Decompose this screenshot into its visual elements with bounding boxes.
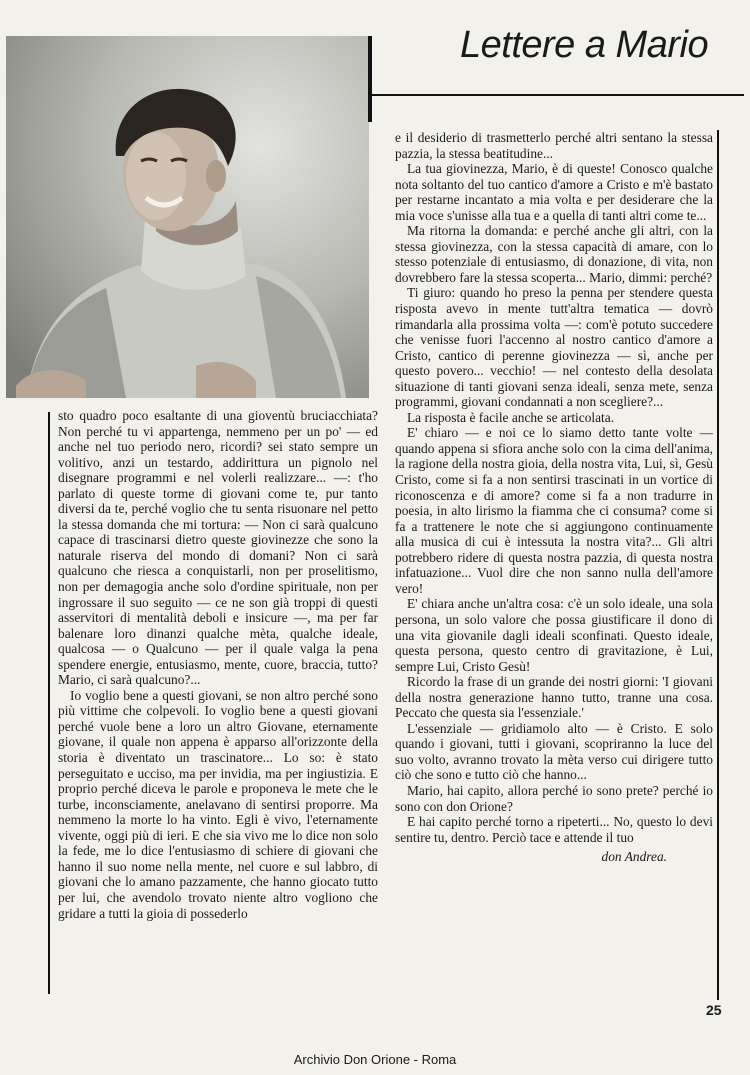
right-paragraph: E' chiaro — e noi ce lo siamo detto tante volte — quando appena si sfiora anche solo con la cima dell'anima, la ragione della nostra gioia, della nostra vita, Lui, sì, Gesù Cristo, come si fa a non sentirsi trascinati in un vortice di riconoscenza e di amore? come si fa a non tradurre in poesia, in alto lirismo la fiamma che ci consuma? come si fa a trattenere le note che si aggiungono continuamente alla musica di cui è intessuta la nostra vita?... Gli altri potrebbero ridere di questa nostra pazzia, di questa nostra infatuazione... Vuol dire che non sanno nulla dell'amore vero! [395, 425, 713, 596]
left-paragraph: Io voglio bene a questi giovani, se non altro perché sono più vittime che colpevoli. Io voglio bene a questi giovani perché vuole bene a loro un altro Giovane, eternamente giovane, il quale non appena è apparso all'orizzonte della storia è diventato un trascinatore... Lo so: è stato perseguitato e ucciso, ma per invidia, ma per ingiustizia. E proprio perché diceva le parole e proponeva le mete che le turbe, inconsciamente, anelavano di sentirsi proporre. Ma nemmeno la morte lo ha vinto. Egli è vivo, l'eternamente vivente, oggi più di ieri. E che sia vivo me lo dice non solo la fede, me lo dice l'entusiasmo di schiere di giovani che hanno il suo nome nella mente, nel cuore e sul labbro, di giovani che lo amano pazzamente, che hanno giocato tutto per lui, che avendolo trovato niente altro vogliono che gridare a tutti la gioia di possederlo [58, 687, 378, 921]
right-paragraph: La risposta è facile anche se articolata. [407, 409, 615, 425]
left-column-rule [48, 412, 50, 994]
right-paragraph: La tua giovinezza, Mario, è di queste! Conosco qualche nota soltanto del tuo cantico d'amore a Cristo e m'è bastato per restarne incantato a mia volta e per desiderare che la mia voce s'unisse alla tua e a quella di tanti altri come te... [395, 161, 713, 223]
right-paragraph: Ricordo la frase di un grande dei nostri giorni: 'I giovani della nostra generazione hanno tutto, tranne una cosa. Peccato che questa sia l'essenziale.' [395, 674, 713, 721]
header-horizontal-rule [372, 94, 744, 96]
page-title: Lettere a Mario [460, 24, 709, 66]
portrait-illustration [6, 36, 369, 398]
right-paragraph: e il desiderio di trasmetterlo perché altri sentano la stessa pazzia, la stessa beatitudine... [395, 130, 713, 161]
right-paragraph: Ti giuro: quando ho preso la penna per stendere questa risposta avevo in mente tutt'altra tematica — dovrò rimandarla alla prossima volta —: com'è potuto succedere che venisse fuori l'accenno al nostro cantico d'amore a Cristo, cantico di perenne giovinezza — sì, anche per questo povero... vecchio! — nel contesto della desolata situazione di tanti giovani senza ideali, senza mete, senza programmi, giovani condannati a non scegliere?... [395, 285, 713, 410]
right-paragraph: E hai capito perché torno a ripeterti... No, questo lo devi sentire tu, dentro. Perciò tace e attende il tuo [395, 814, 713, 845]
right-paragraph: Mario, hai capito, allora perché io sono prete? perché io sono con don Orione? [395, 782, 713, 814]
right-column-rule [717, 130, 719, 1000]
left-paragraph: sto quadro poco esaltante di una gioventù bruciacchiata? Non perché tu vi appartenga, nemmeno per un po' — ed anche nel tuo periodo nero, ricordi? sei stato sempre un volitivo, anzi un testardo, addirittura un pignolo nel disegnare programmi e nel volerli realizzare... —: t'ho parlato di queste torme di giovani come te, pur tanto diversi da te, perché voglio che tu senta risuonare nel petto la stessa domanda che mi tortura: — Non ci sarà qualcuno capace di trascinarsi dietro queste giovinezze che sono la naturale riserva del mondo di domani? Non ci sarà qualcuno che riesca a conquistarli, non per proselitismo, non per demagogia anche solo d'ordine spirituale, non per ingrossare il suo seguito — ce ne son già troppi di questi asservitori di mentalità deboli e insicure —, ma per far balenare loro dinanzi qualche mèta, qualche ideale, qualcosa — o Qualcuno — per il quale valga la pena spendere energie, entusiasmo, mente, cuore, braccia, tutto? Mario, ci sarà qualcuno?... [58, 408, 378, 688]
right-column [395, 130, 713, 865]
left-column [58, 408, 378, 921]
portrait-photo [6, 36, 369, 398]
signature: don Andrea. [601, 849, 667, 865]
header-vertical-rule [368, 36, 372, 122]
right-paragraph: E' chiara anche un'altra cosa: c'è un solo ideale, una sola persona, un solo valore che possa giustificare il dono di una vita giovanile dagli ideali sconfinati. Questo ideale, questa persona, questo centro di gravitazione, è Lui, sempre Lui, Cristo Gesù! [395, 596, 713, 674]
right-paragraph: L'essenziale — gridiamolo alto — è Cristo. E solo quando i giovani, tutti i giovani, scopriranno la luce del suo volto, avranno trovato la mèta verso cui dirigere tutto ciò che sono e tutto ciò che hanno... [395, 720, 713, 783]
archive-footer: Archivio Don Orione - Roma [293, 1052, 457, 1067]
right-paragraph: Ma ritorna la domanda: e perché anche gli altri, con la stessa giovinezza, con la stessa capacità di amare, con lo stesso potenziale di entusiasmo, di donazione, di vita, non dovrebbero fare la stessa scoperta... Mario, dimmi: perché? [395, 223, 713, 285]
page-number: 25 [706, 1002, 722, 1018]
